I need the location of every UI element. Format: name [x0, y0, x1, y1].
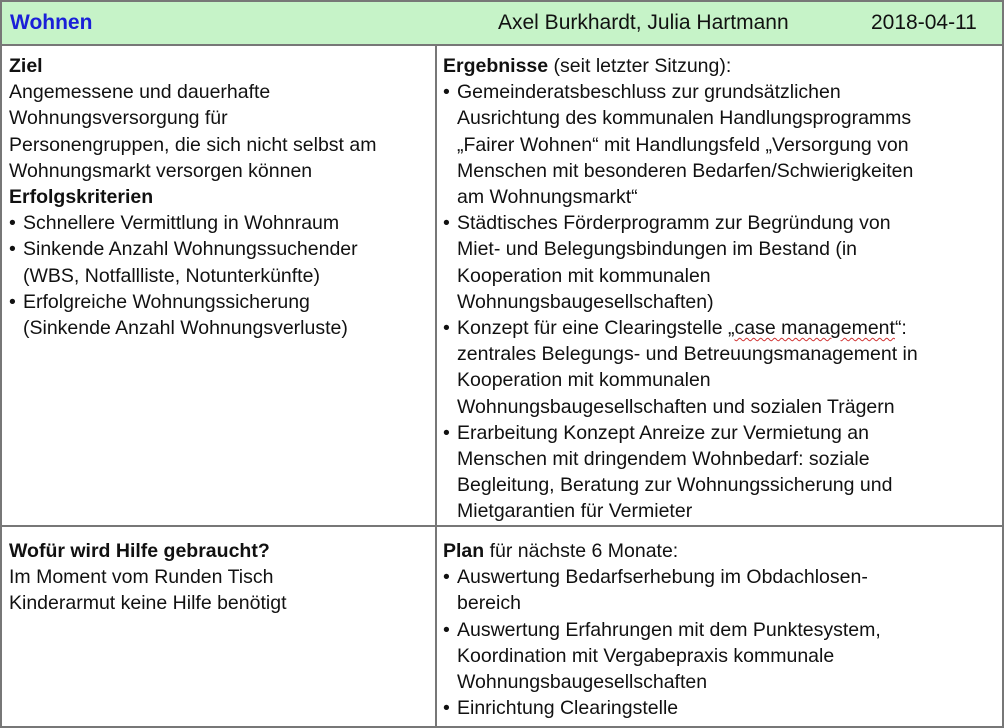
- hilfe-heading: Wofür wird Hilfe gebraucht?: [9, 540, 270, 562]
- ergebnis-item-continuation: Wohnungsbaugesellschaften und sozialen Trägern: [457, 395, 895, 418]
- header-bar: [2, 2, 1002, 46]
- criteria-item-text: Sinkende Anzahl Wohnungssuchender: [23, 238, 358, 261]
- bullet-icon: •: [9, 238, 16, 261]
- ergebnis-item-continuation: „Fairer Wohnen“ mit Handlungsfeld „Versorgung von: [457, 133, 909, 156]
- ergebnisse-cell: [443, 53, 999, 525]
- criteria-item-text: Schnellere Vermittlung in Wohnraum: [23, 212, 340, 235]
- ergebnis-item-continuation: Mietgarantien für Vermieter: [457, 500, 693, 523]
- bullet-icon: •: [443, 421, 450, 444]
- ergebnis-item-text-prefix: Konzept für eine Clearingstelle „: [457, 317, 735, 340]
- ergebnis-item-continuation: Begleitung, Beratung zur Wohnungssicherung und: [457, 474, 893, 497]
- hilfe-cell: [9, 538, 433, 617]
- ziel-text-line: Angemessene und dauerhafte: [9, 81, 271, 104]
- plan-item: [443, 617, 999, 643]
- ergebnis-item-continuation: Kooperation mit kommunalen: [457, 264, 711, 287]
- plan-item-continuation: Koordination mit Vergabepraxis kommunale: [457, 644, 835, 667]
- plan-heading-suffix: für nächste 6 Monate:: [484, 540, 679, 562]
- ergebnis-item-text: Gemeinderatsbeschluss zur grundsätzlichen: [457, 81, 841, 104]
- authors: Axel Burkhardt, Julia Hartmann: [498, 11, 789, 34]
- plan-item: [443, 564, 999, 590]
- criteria-item-continuation: (Sinkende Anzahl Wohnungsverluste): [23, 317, 348, 340]
- plan-item-continuation: bereich: [457, 592, 521, 615]
- ergebnis-item-continuation: am Wohnungsmarkt“: [457, 186, 638, 209]
- hilfe-text-line: Im Moment vom Runden Tisch: [9, 566, 274, 589]
- page-title: Wohnen: [10, 11, 93, 34]
- ergebnisse-heading-suffix: (seit letzter Sitzung):: [548, 55, 732, 77]
- criteria-item-text: Erfolgreiche Wohnungssicherung: [23, 290, 310, 313]
- row-divider: [2, 525, 1002, 527]
- ergebnis-item-text: Erarbeitung Konzept Anreize zur Vermietung an: [457, 421, 869, 444]
- spellcheck-marked-text: case management: [734, 317, 895, 340]
- ergebnis-item: [443, 210, 999, 236]
- ergebnis-item-continuation: Wohnungsbaugesellschaften): [457, 290, 714, 313]
- criteria-item: [9, 210, 433, 236]
- bullet-icon: •: [443, 81, 450, 104]
- ergebnis-item-continuation: zentrales Belegungs- und Betreuungsmanagement in: [457, 343, 918, 366]
- bullet-icon: •: [9, 290, 16, 313]
- ziel-text-line: Wohnungsversorgung für: [9, 107, 228, 130]
- ergebnis-item: [443, 79, 999, 105]
- ziel-cell: [9, 53, 433, 341]
- criteria-item: [9, 236, 433, 262]
- plan-item-text: Auswertung Erfahrungen mit dem Punktesystem,: [457, 618, 881, 641]
- ziel-text-line: Personengruppen, die sich nicht selbst am: [9, 133, 377, 156]
- ziel-text-line: Wohnungsmarkt versorgen können: [9, 159, 313, 182]
- ergebnis-item: [443, 420, 999, 446]
- ergebnis-item-continuation: Menschen mit besonderen Bedarfen/Schwierigkeiten: [457, 159, 914, 182]
- plan-item-text: Einrichtung Clearingstelle: [457, 697, 679, 720]
- ergebnis-item-continuation: Menschen mit dringendem Wohnbedarf: soziale: [457, 448, 870, 471]
- ziel-heading: Ziel: [9, 55, 43, 77]
- plan-item: [443, 695, 999, 721]
- criteria-item: [9, 289, 433, 315]
- ergebnisse-heading: Ergebnisse: [443, 55, 549, 77]
- erfolgskriterien-heading: Erfolgskriterien: [9, 186, 154, 209]
- bullet-icon: •: [443, 697, 450, 720]
- plan-cell: [443, 538, 999, 721]
- ergebnis-item: [443, 315, 999, 341]
- plan-item-continuation: Wohnungsbaugesellschaften: [457, 671, 708, 694]
- plan-item-text: Auswertung Bedarfserhebung im Obdachlosen-: [457, 566, 868, 589]
- plan-heading-line: [443, 538, 999, 564]
- plan-heading: Plan: [443, 540, 485, 562]
- bullet-icon: •: [9, 212, 16, 235]
- hilfe-text-line: Kinderarmut keine Hilfe benötigt: [9, 592, 287, 615]
- ergebnis-item-continuation: Miet- und Belegungsbindungen im Bestand (in: [457, 238, 858, 261]
- ergebnisse-heading-line: [443, 53, 999, 79]
- criteria-item-continuation: (WBS, Notfallliste, Notunterkünfte): [23, 264, 320, 287]
- ergebnis-item-continuation: Kooperation mit kommunalen: [457, 369, 711, 392]
- ergebnis-item-text-suffix: “:: [894, 317, 907, 340]
- ergebnis-item-continuation: Ausrichtung des kommunalen Handlungsprogramms: [457, 107, 912, 130]
- bullet-icon: •: [443, 212, 450, 235]
- bullet-icon: •: [443, 566, 450, 589]
- bullet-icon: •: [443, 618, 450, 641]
- bullet-icon: •: [443, 317, 450, 340]
- column-divider: [435, 46, 437, 726]
- date: 2018-04-11: [871, 11, 977, 34]
- ergebnis-item-text: Städtisches Förderprogramm zur Begründung von: [457, 212, 891, 235]
